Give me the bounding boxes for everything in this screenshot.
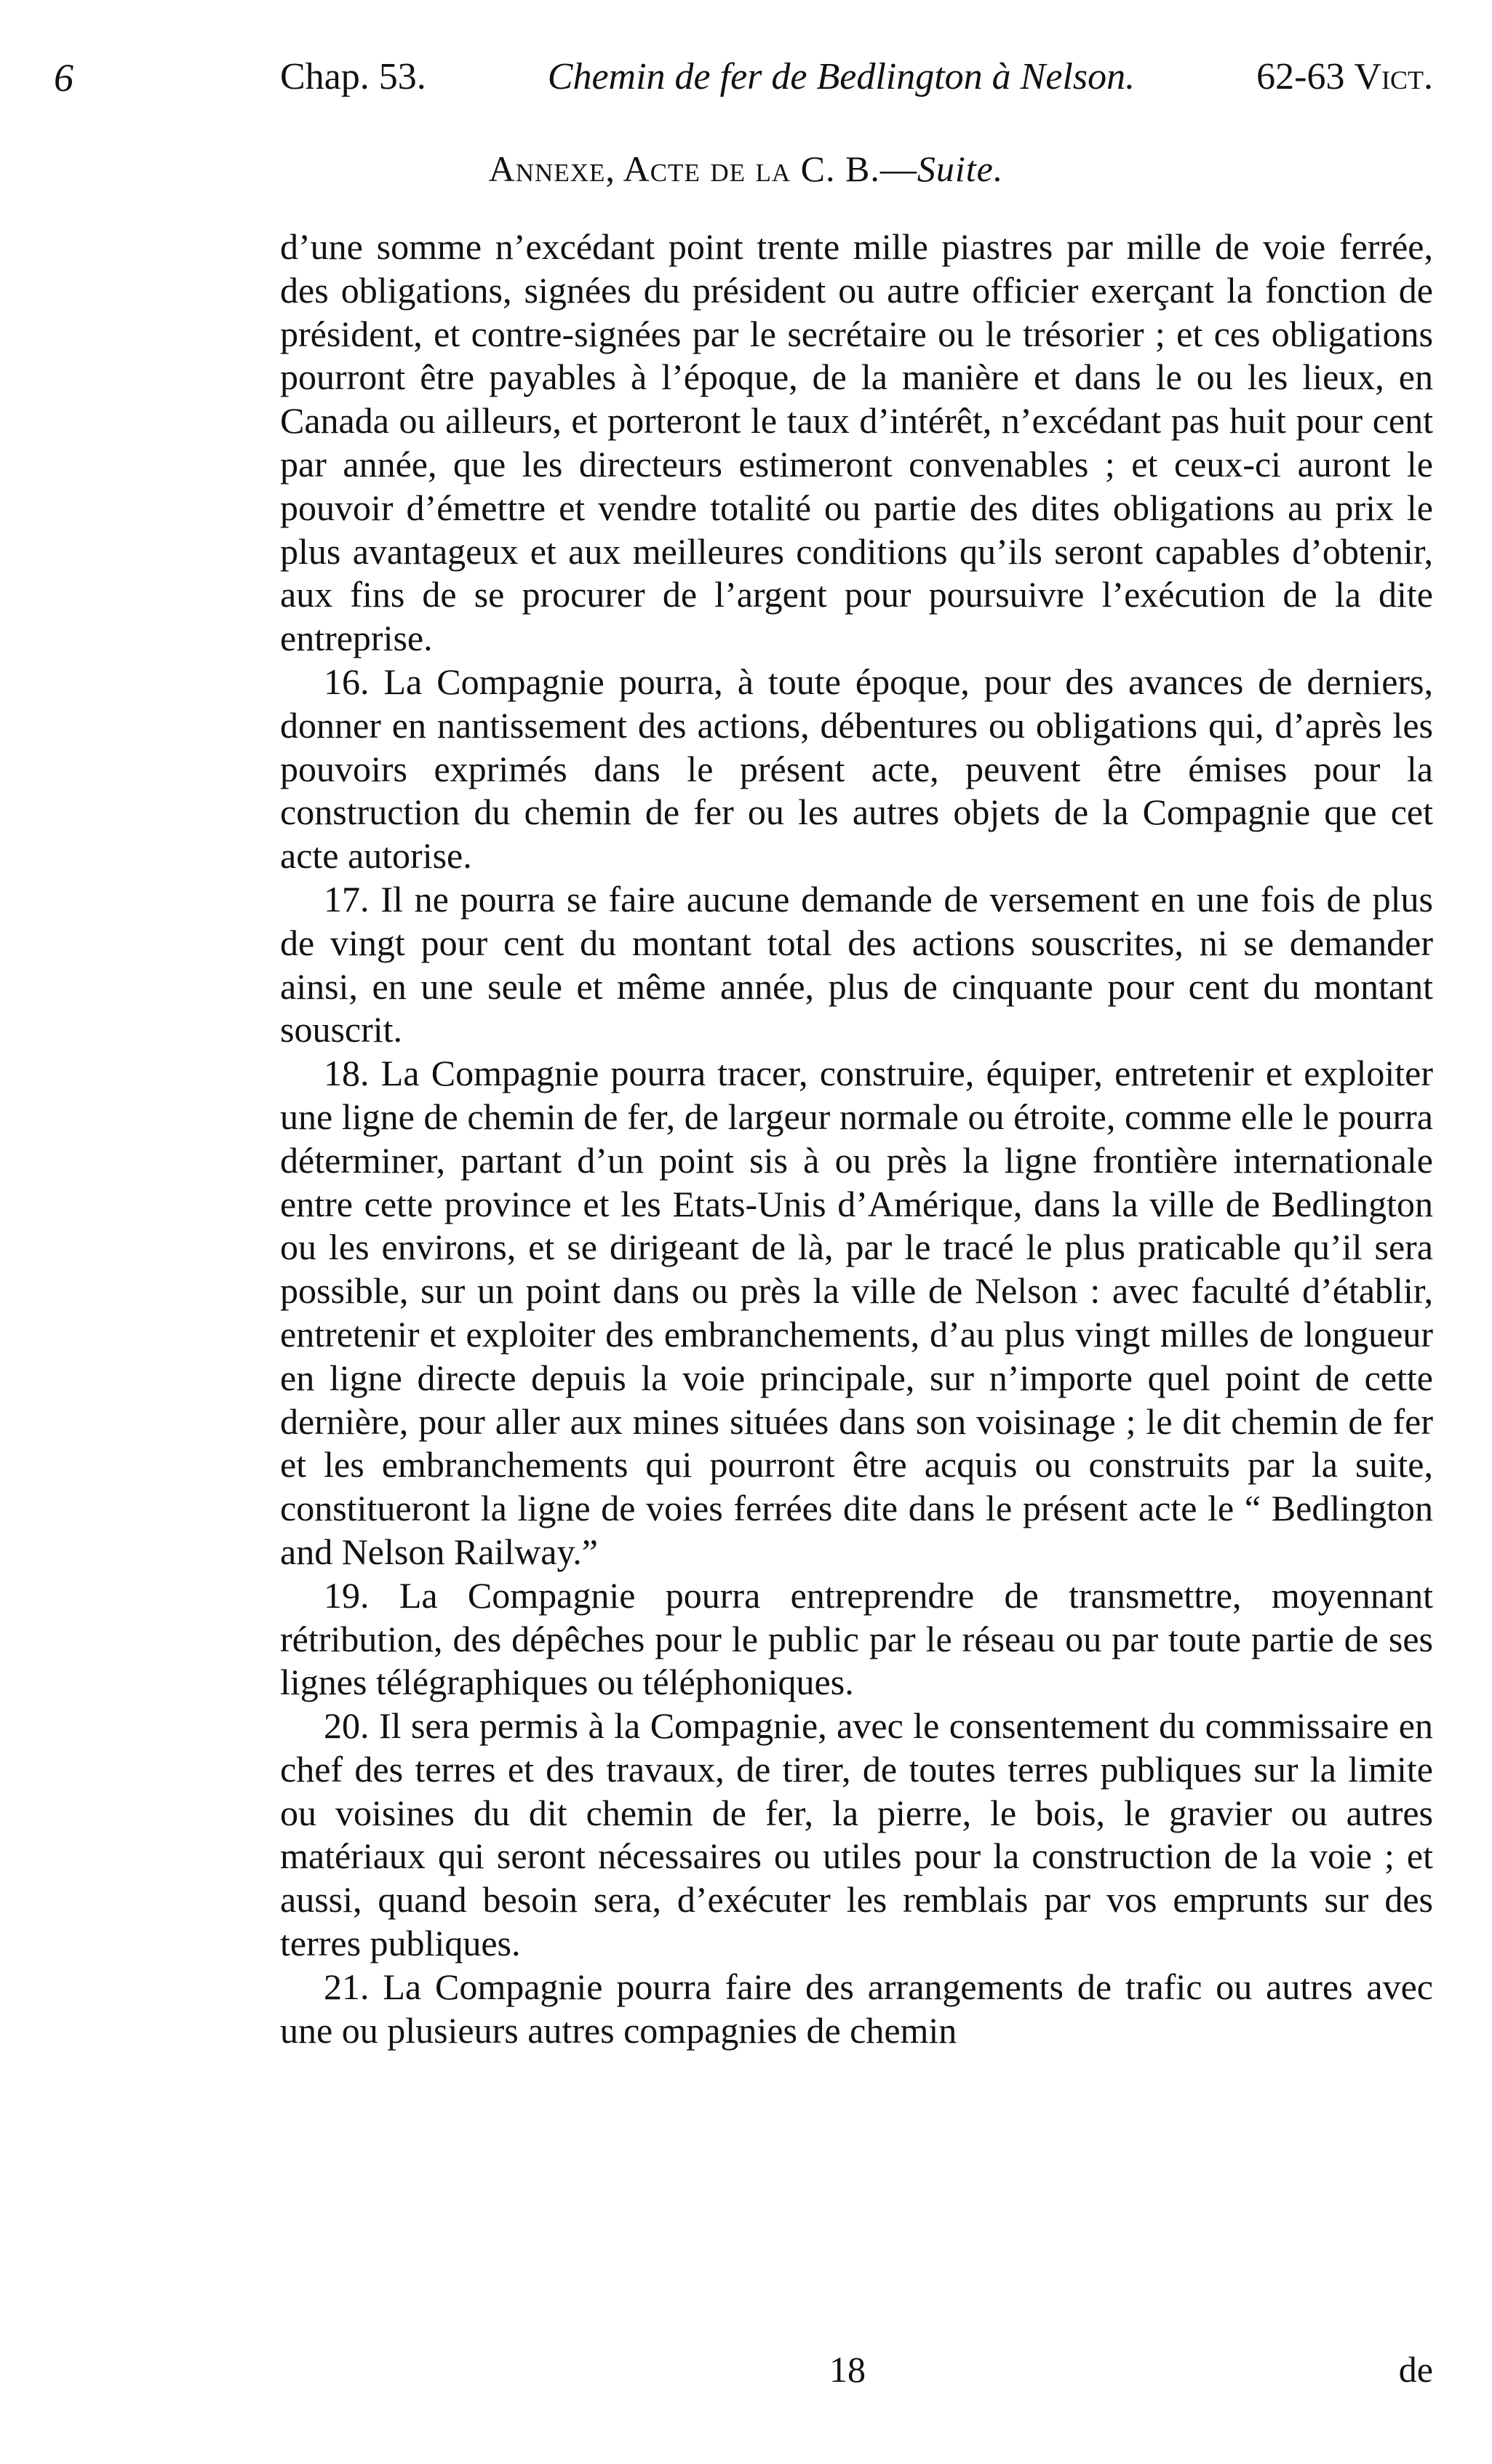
regnal-year [1256,58,1433,96]
chapter-number: Chap. 53. [280,56,426,97]
catchword: de [1398,2349,1433,2390]
paragraph-continued: d’une somme n’excédant point trente mille piastres par mille de voie ferrée, des obligations, signées du président ou autre officier exerçant la fonction de président, et contre-signées par le secrétaire ou le trésorier ; et ces obligations pourront être payables à l’époque, de la manière et dans le ou les lieux, en Canada ou ailleurs, et porteront le taux d’intérêt, n’excédant pas huit pour cent par année, que les directeurs estimeront convenables ; et ceux-ci auront le pouvoir d’émettre et vendre totalité ou partie des dites obligations au prix le plus avantageux et aux meilleures conditions qu’ils seront capables d’obtenir, aux fins de se procurer de l’argent pour poursuivre l’exécution de la dite entreprise. [280,226,1433,659]
section-18: 18. La Compagnie pourra tracer, construire, équiper, entretenir et exploiter une ligne de chemin de fer, de largeur normale ou étroite, comme elle le pourra déterminer, partant d’un point sis à ou près la ligne frontière internationale entre cette province et les Etats-Unis d’Amérique, dans la ville de Bedlington ou les environs, et se dirigeant de là, par le tracé le plus praticable qu’il sera possible, sur un point dans ou près la ville de Nelson : avec faculté d’établir, entretenir et exploiter des embranchements, d’au plus vingt milles de longueur en ligne directe depuis la voie principale, sur n’importe quel point de cette dernière, pour aller aux mines situées dans son voisinage ; le dit chemin de fer et les embranchements qui pourront être acquis ou construits par la suite, constitueront la ligne de voies ferrées dite dans le présent acte le “ Bedlington and Nelson Railway.” [280,1053,1433,1572]
reign-abbrev: Vict. [1354,56,1433,97]
body-text [280,226,1433,2052]
section-17: 17. Il ne pourra se faire aucune demande de versement en une fois de plus de vingt pour cent du montant total des actions souscrites, ni se demander ainsi, en une seule et même année, plus de cinquante pour cent du montant souscrit. [280,878,1433,1050]
running-header [280,58,1433,96]
section-16: 16. La Compagnie pourra, à toute époque, pour des avances de derniers, donner en nantissement des actions, débentures ou obligations qui, d’après les pouvoirs exprimés dans le présent acte, peuvent être émises pour la construction du chemin de fer ou les autres objets de la Compagnie que cet acte autorise. [280,661,1433,877]
year-range: 62-63 [1256,56,1345,97]
signature-mark: 18 [829,2349,866,2390]
section-21: 21. La Compagnie pourra faire des arrangements de trafic ou autres avec une ou plusieurs autres compagnies de chemin [280,1966,1433,2051]
page-number: 6 [54,56,73,100]
section-subheader [0,148,1492,189]
act-title: Chemin de fer de Bedlington à Nelson. [547,56,1136,97]
section-20: 20. Il sera permis à la Compagnie, avec le consentement du commissaire en chef des terres et des travaux, de tirer, de toutes terres publiques sur la limite ou voisines du dit chemin de fer, la pierre, le bois, le gravier ou autres matériaux qui seront nécessaires ou utiles pour la construction de la voie ; et aussi, quand besoin sera, d’exécuter les remblais par vos emprunts sur des terres publiques. [280,1705,1433,1964]
subheader-suffix: Suite. [917,148,1004,189]
subheader-label: Annexe, Acte de la C. B.— [488,148,917,189]
section-19: 19. La Compagnie pourra entreprendre de transmettre, moyennant rétribution, des dépêches pour le public par le réseau ou par toute partie de ses lignes télégraphiques ou téléphoniques. [280,1574,1433,1703]
